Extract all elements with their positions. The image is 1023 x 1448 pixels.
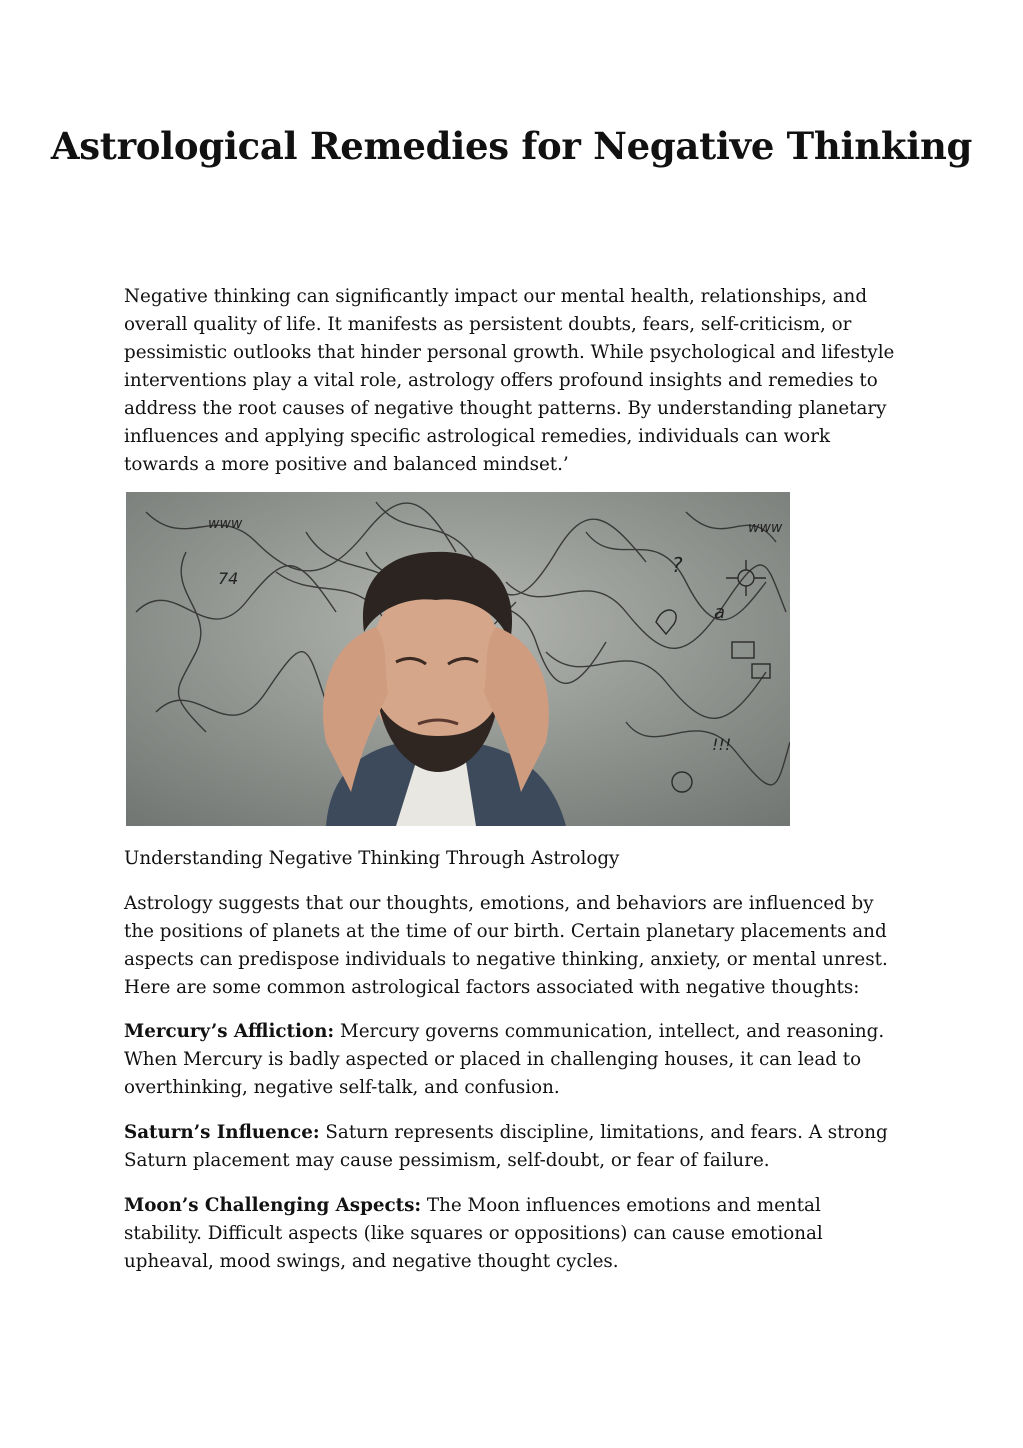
- mercury-factor-paragraph: [124, 1018, 900, 1102]
- saturn-factor-paragraph: [124, 1119, 900, 1175]
- stressed-man-photo: [126, 492, 790, 826]
- svg-text:www: www: [208, 516, 243, 532]
- factor-text: The Moon influences emotions and mental stability. Difficult aspects (like squares or oppositions) can cause emotional upheaval, mood swings, and negative thought cycles.: [124, 1195, 823, 1272]
- svg-text:!!!: !!!: [712, 735, 732, 754]
- svg-text:a: a: [714, 602, 726, 623]
- factor-text: Mercury governs communication, intellect, and reasoning. When Mercury is badly aspected or placed in challenging houses, it can lead to overthinking, negative self-talk, and confusion.: [124, 1021, 885, 1098]
- svg-text:74: 74: [218, 569, 239, 588]
- factor-label: Moon’s Challenging Aspects:: [124, 1195, 422, 1216]
- section-heading: Understanding Negative Thinking Through Astrology: [124, 848, 620, 869]
- photo-illustration: [126, 492, 790, 826]
- page-title: Astrological Remedies for Negative Thinking: [50, 124, 973, 168]
- moon-factor-paragraph: [124, 1192, 900, 1276]
- factor-text: Saturn represents discipline, limitations, and fears. A strong Saturn placement may cause pessimism, self-doubt, or fear of failure.: [124, 1122, 888, 1171]
- factor-label: Saturn’s Influence:: [124, 1122, 320, 1143]
- svg-text:www: www: [748, 520, 783, 536]
- intro-paragraph: Negative thinking can significantly impact our mental health, relationships, and overall quality of life. It manifests as persistent doubts, fears, self-criticism, or pessimistic outlooks that hinder personal growth. While psychological and lifestyle interventions play a vital role, astrology offers profound insights and remedies to address the root causes of negative thought patterns. By understanding planetary influences and applying specific astrological remedies, individuals can work towards a more positive and balanced mindset.’: [124, 286, 895, 475]
- section-intro-paragraph: Astrology suggests that our thoughts, emotions, and behaviors are influenced by the positions of planets at the time of our birth. Certain planetary placements and aspects can predispose individuals to negative thinking, anxiety, or mental unrest. Here are some common astrological factors associated with negative thoughts:: [124, 893, 888, 998]
- factor-label: Mercury’s Affliction:: [124, 1021, 335, 1042]
- svg-text:?: ?: [672, 553, 683, 577]
